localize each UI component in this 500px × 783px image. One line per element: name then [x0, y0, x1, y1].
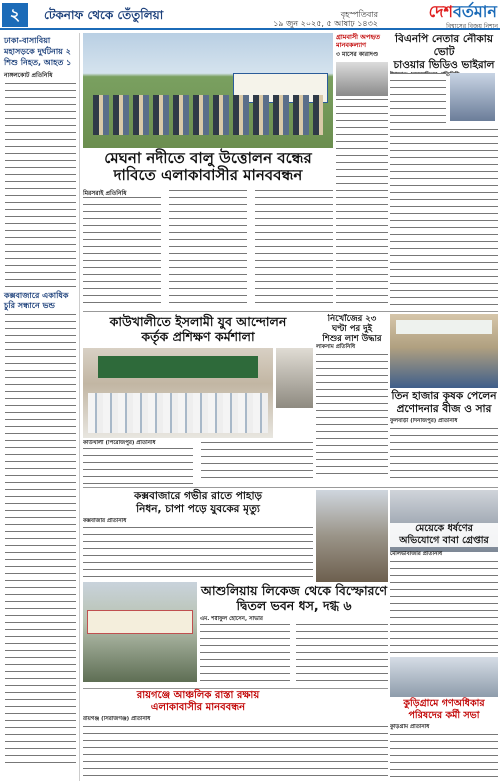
logo-main: দেশ — [428, 2, 453, 21]
coxsbazar-text — [83, 527, 313, 577]
coxsbazar-headline-line2: নিধন, চাপা পড়ে যুবকের মৃত্যু — [136, 503, 260, 515]
daughter-headline-line1: মেয়েকে ধর্ষণের — [415, 523, 473, 534]
kawkhali-body — [83, 440, 313, 485]
missing-headline-line3: শিশুর লাশ উদ্ধার — [322, 334, 382, 344]
kawkhali-headline-line2: কর্তৃক প্রশিক্ষণ কর্মশালা — [141, 329, 255, 344]
rajganj-photo — [83, 582, 197, 682]
meghna-col1 — [83, 197, 161, 307]
farmers-headline-line1: তিন হাজার কৃষক পেলেন — [391, 390, 497, 402]
explosion-body — [200, 616, 388, 686]
meghna-col2 — [169, 190, 247, 307]
daughter-byline: মৌলভীবাজার প্রতিনিধি — [390, 551, 443, 557]
rajganj-body — [83, 716, 388, 781]
abduction-headline-line2: মানবকল্যাণ — [336, 41, 367, 49]
left-byline: নাঙ্গলকোট প্রতিনিধি — [4, 72, 53, 79]
meghna-headline-line2: দাবিতে এলাকাবাসীর মানববন্ধন — [113, 166, 303, 184]
rajganj-headline — [83, 690, 313, 714]
bnp-video-headline — [390, 33, 498, 72]
kawkhali-speaker-photo — [276, 348, 313, 408]
logo-sub: বর্তমান — [453, 2, 497, 21]
meghna-body — [83, 188, 333, 308]
explosion-col1 — [200, 624, 290, 684]
section-title: টেকনাফ থেকে তেঁতুলিয়া — [44, 8, 164, 22]
kawkhali-headline-line1: কাউখালীতে ইসলামী যুব আন্দোলন — [109, 314, 287, 329]
abduction-photo — [336, 62, 388, 96]
meghna-protest-photo — [83, 33, 333, 148]
kurigram-body — [390, 724, 498, 781]
explosion-headline-line1: আশুলিয়ায় লিকেজ থেকে বিস্ফোরণে — [200, 583, 388, 598]
kurigram-text — [390, 734, 498, 780]
audience — [88, 393, 268, 433]
rajganj-banner — [87, 610, 193, 634]
left-column — [2, 33, 80, 781]
kawkhali-col2 — [201, 442, 313, 484]
farmers-headline-line2: প্রণোদনার বীজ ও সার — [396, 403, 492, 415]
kawkhali-byline: কাউখালী (পিরোজপুর) প্রতিনিধি — [83, 440, 156, 446]
weekday: বৃহস্পতিবার — [340, 10, 378, 19]
abduction-story — [336, 33, 388, 308]
meghna-col3 — [255, 190, 333, 307]
bnp-headline-line1: বিএনপি নেতার নৌকায় ভোট — [395, 33, 493, 58]
rajganj-byline: রায়গঞ্জ (সিরাজগঞ্জ) প্রতিনিধি — [83, 716, 151, 722]
left-body-text-2 — [5, 314, 76, 769]
page-header — [0, 0, 500, 30]
date-line: ১৯ জুন ২০২৫, ৫ আষাঢ় ১৪৩২ — [273, 19, 378, 28]
explosion-photo — [316, 490, 388, 582]
abduction-body — [336, 99, 388, 308]
coxsbazar-headline — [83, 490, 313, 516]
missing-headline-line2: ঘণ্টা পর দুই — [331, 324, 373, 334]
explosion-headline — [200, 583, 388, 613]
divider-2 — [83, 487, 498, 488]
masthead-logo — [385, 3, 497, 21]
left-headline: ঢাকা-বাসাবিয়া মহাসড়কে দুর্ঘটনায় ২ শিশু নিহত, আহত ১ — [4, 36, 72, 67]
meghna-byline: মিরসরাই প্রতিনিধি — [83, 190, 127, 197]
missing-headline-line1: নিখোঁজের ২৩ — [327, 314, 377, 324]
missing-byline: লাকসাম প্রতিনিধি — [316, 344, 356, 350]
bnp-headline-line2: চাওয়ার ভিডিও ভাইরাল — [393, 59, 495, 71]
left-second-headline: কক্সবাজারে একাধিক চুরি সন্ধানে ভন্ড — [4, 291, 69, 310]
abduction-headline-line1: গ্রামবাসী অপহৃত — [336, 33, 381, 41]
crowd — [93, 95, 323, 135]
meghna-headline — [83, 150, 333, 184]
workshop-banner — [98, 356, 258, 378]
daughter-text — [390, 561, 498, 653]
explosion-byline: এম. শরীফুল হোসেন, সাভার — [200, 616, 263, 622]
missing-children-story — [316, 314, 388, 484]
rajganj-headline-line2: এলাকাবাসীর মানববন্ধন — [150, 702, 246, 713]
divider-3 — [83, 688, 388, 689]
abduction-sub: ৩ মাসের কারাদণ্ড — [336, 51, 379, 58]
farmers-byline: ফুলবাড়ী (দিনাজপুর) প্রতিনিধি — [390, 418, 458, 424]
abduction-headline — [336, 33, 388, 49]
bnp-body-1 — [390, 73, 446, 123]
kawkhali-headline — [83, 314, 313, 344]
missing-headline — [316, 314, 388, 344]
missing-body — [316, 354, 388, 478]
issue-date — [258, 10, 378, 28]
divider — [83, 311, 498, 312]
kurigram-headline-line1: কুড়িগ্রামে গণঅধিকার — [403, 698, 485, 709]
page-number: ২ — [2, 3, 28, 27]
bnp-video-story — [390, 33, 498, 308]
kurigram-headline-line2: পরিষদের কর্মী সভা — [408, 710, 480, 721]
meghna-headline-line1: মেঘনা নদীতে বালু উত্তোলন বন্ধের — [104, 149, 312, 167]
daughter-headline — [390, 523, 498, 547]
coxsbazar-headline-line1: কক্সবাজারে গভীর রাতে পাহাড় — [134, 490, 262, 502]
explosion-col2 — [296, 624, 388, 684]
farmers-banner — [396, 320, 492, 334]
daughter-headline-line2: অভিযোগে বাবা গ্রেপ্তার — [399, 535, 489, 546]
bnp-body-2 — [390, 129, 498, 307]
kawkhali-col1 — [83, 448, 193, 484]
coxsbazar-byline: কক্সবাজার প্রতিনিধি — [83, 518, 127, 524]
tagline: বিশ্বাসের বিজয় নিশান — [446, 23, 498, 30]
daughter-body — [390, 551, 498, 655]
bnp-photo — [450, 73, 495, 121]
explosion-headline-line2: দ্বিতল ভবন ধস, দগ্ধ ৬ — [236, 598, 352, 613]
rajganj-text — [83, 726, 388, 780]
farmers-body — [390, 418, 498, 485]
rajganj-headline-line1: রায়গঞ্জে আঞ্চলিক রাস্তা রক্ষায় — [136, 690, 260, 701]
kurigram-photo — [390, 657, 498, 697]
coxsbazar-body — [83, 518, 313, 578]
farmers-headline — [390, 390, 498, 416]
kawkhali-workshop-photo — [83, 348, 273, 438]
farmers-text — [390, 428, 498, 484]
left-body-text — [5, 83, 76, 288]
farmers-photo — [390, 314, 498, 388]
kurigram-byline: কুড়িগ্রাম প্রতিনিধি — [390, 724, 430, 730]
kurigram-headline — [390, 698, 498, 722]
